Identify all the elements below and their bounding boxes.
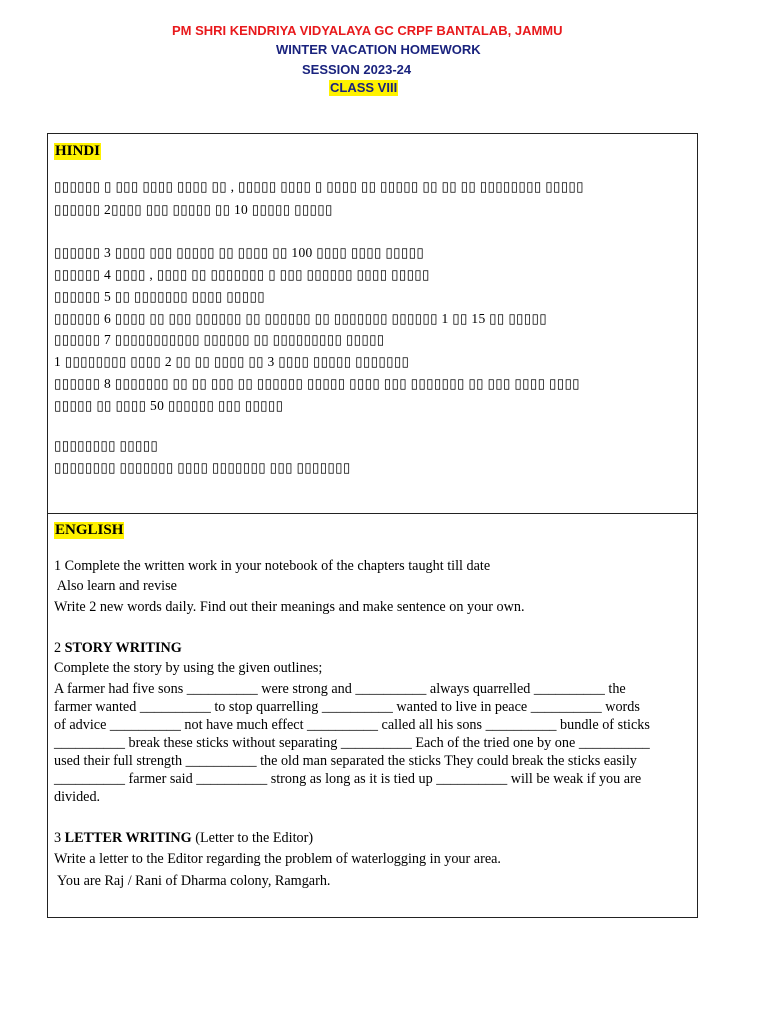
- letter-line-1: Write a letter to the Editor regarding the problem of waterlogging in your area.: [54, 851, 501, 867]
- story-writing-heading: [54, 640, 182, 657]
- session-label: SESSION 2023-24: [302, 62, 412, 77]
- hindi-line-7: ▯▯▯▯▯▯ 7 ▯▯▯▯▯▯▯▯▯▯▯ ▯▯▯▯▯▯ ▯▯ ▯▯▯▯▯▯▯▯▯ ▯▯▯▯▯: [54, 332, 385, 347]
- hindi-line-2: ▯▯▯▯▯▯ 2▯▯▯▯ ▯▯▯ ▯▯▯▯▯ ▯▯ 10 ▯▯▯▯▯ ▯▯▯▯▯: [54, 202, 333, 217]
- story-line-1: A farmer had five sons __________ were strong and __________ always quarrelled __________ the: [54, 681, 626, 697]
- hindi-line-10: ▯▯▯▯▯ ▯▯ ▯▯▯▯ 50 ▯▯▯▯▯▯ ▯▯▯ ▯▯▯▯▯: [54, 398, 284, 413]
- story-instruction: Complete the story by using the given outlines;: [54, 660, 323, 676]
- hindi-line-4: ▯▯▯▯▯▯ 4 ▯▯▯▯ , ▯▯▯▯ ▯▯ ▯▯▯▯▯▯▯ ▯ ▯▯▯ ▯▯▯▯▯▯ ▯▯▯▯ ▯▯▯▯▯: [54, 267, 430, 282]
- class-label: CLASS VIII: [330, 80, 398, 95]
- story-writing-number: 2: [54, 640, 62, 656]
- story-line-6: __________ farmer said __________ strong as long as it is tied up __________ will be weak if you are: [54, 771, 642, 787]
- story-line-5: used their full strength __________ the old man separated the sticks They could break the sticks easily: [54, 753, 637, 769]
- hindi-line-1: ▯▯▯▯▯▯ ▯ ▯▯▯ ▯▯▯▯ ▯▯▯▯ ▯▯ , ▯▯▯▯▯ ▯▯▯▯ ▯ ▯▯▯▯ ▯▯ ▯▯▯▯▯ ▯▯ ▯▯ ▯▯ ▯▯▯▯▯▯▯▯ ▯▯▯▯▯: [54, 179, 584, 194]
- school-name: PM SHRI KENDRIYA VIDYALAYA GC CRPF BANTALAB, JAMMU: [172, 23, 563, 38]
- letter-writing-number: 3: [54, 830, 62, 846]
- hindi-title: HINDI: [55, 143, 101, 159]
- letter-line-2: You are Raj / Rani of Dharma colony, Ramgarh.: [54, 873, 331, 889]
- hindi-line-11: ▯▯▯▯▯▯▯▯ ▯▯▯▯▯: [54, 438, 159, 453]
- hindi-line-12: ▯▯▯▯▯▯▯▯ ▯▯▯▯▯▯▯ ▯▯▯▯ ▯▯▯▯▯▯▯ ▯▯▯ ▯▯▯▯▯▯▯: [54, 460, 351, 475]
- hindi-line-9: ▯▯▯▯▯▯ 8 ▯▯▯▯▯▯▯ ▯▯ ▯▯ ▯▯▯ ▯▯ ▯▯▯▯▯▯ ▯▯▯▯▯ ▯▯▯▯ ▯▯▯ ▯▯▯▯▯▯▯ ▯▯ ▯▯▯ ▯▯▯▯ ▯▯▯▯: [54, 376, 580, 391]
- story-line-2: farmer wanted __________ to stop quarrelling __________ wanted to live in peace __________ words: [54, 699, 640, 715]
- story-line-4: __________ break these sticks without separating __________ Each of the tried one by one __________: [54, 735, 650, 751]
- homework-title: WINTER VACATION HOMEWORK: [276, 42, 481, 57]
- letter-writing-heading: [54, 830, 313, 847]
- hindi-line-6: ▯▯▯▯▯▯ 6 ▯▯▯▯ ▯▯ ▯▯▯ ▯▯▯▯▯▯ ▯▯ ▯▯▯▯▯▯ ▯▯ ▯▯▯▯▯▯▯ ▯▯▯▯▯▯ 1 ▯▯ 15 ▯▯ ▯▯▯▯▯: [54, 311, 547, 326]
- hindi-line-5: ▯▯▯▯▯▯ 5 ▯▯ ▯▯▯▯▯▯▯ ▯▯▯▯ ▯▯▯▯▯: [54, 289, 265, 304]
- hindi-line-8: 1 ▯▯▯▯▯▯▯▯ ▯▯▯▯ 2 ▯▯ ▯▯ ▯▯▯▯ ▯▯ 3 ▯▯▯▯ ▯▯▯▯▯ ▯▯▯▯▯▯▯: [54, 354, 410, 369]
- hindi-line-3: ▯▯▯▯▯▯ 3 ▯▯▯▯ ▯▯▯ ▯▯▯▯▯ ▯▯ ▯▯▯▯ ▯▯ 100 ▯▯▯▯ ▯▯▯▯ ▯▯▯▯▯: [54, 245, 425, 260]
- english-title: ENGLISH: [55, 522, 124, 538]
- english-item-1-line-2: Also learn and revise: [54, 578, 177, 594]
- letter-writing-title: LETTER WRITING: [64, 830, 192, 846]
- english-item-1-line-1: 1 Complete the written work in your notebook of the chapters taught till date: [54, 558, 491, 574]
- story-line-3: of advice __________ not have much effect __________ called all his sons __________ bundle of sticks: [54, 717, 650, 733]
- story-writing-title: STORY WRITING: [64, 640, 182, 656]
- english-item-1-line-3: Write 2 new words daily. Find out their meanings and make sentence on your own.: [54, 599, 525, 615]
- letter-writing-subtitle: (Letter to the Editor): [191, 830, 314, 846]
- story-line-7: divided.: [54, 789, 101, 805]
